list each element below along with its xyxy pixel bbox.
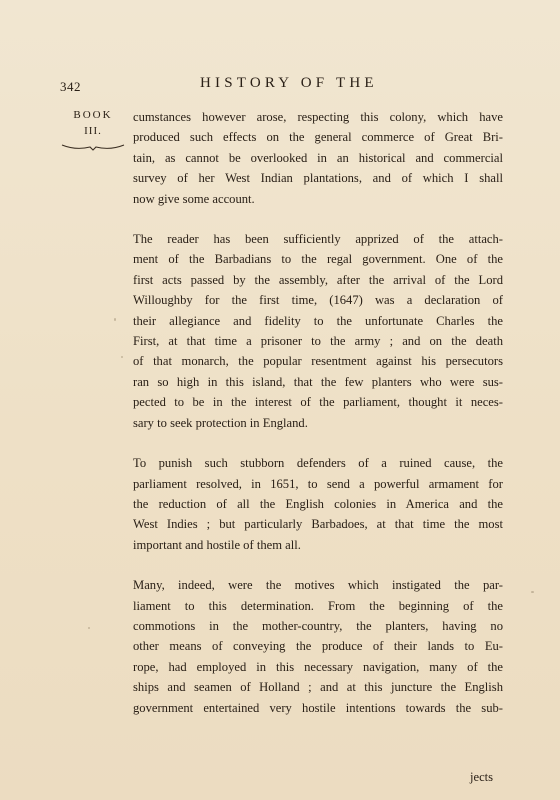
- text-line: West Indies ; but particularly Barbadoes, at that time the most: [133, 517, 503, 532]
- text-line: First, at that time a prisoner to the army ; and on the death: [133, 334, 503, 349]
- running-head: HISTORY OF THE: [200, 75, 378, 91]
- text-line: of that monarch, the popular resentment against his persecutors: [133, 354, 503, 369]
- text-line: The reader has been sufficiently apprized of the attach-: [133, 232, 503, 247]
- paragraph-1: [133, 107, 503, 209]
- text-line: ships and seamen of Holland ; and at this juncture the English: [133, 680, 503, 695]
- text-line: the reduction of all the English colonies in America and the: [133, 496, 503, 511]
- paper-speck: [531, 591, 534, 593]
- margin-book-label: BOOK: [73, 109, 113, 121]
- paper-speck: [114, 318, 116, 321]
- text-line: To punish such stubborn defenders of a ruined cause, the: [133, 456, 503, 471]
- paragraph-4: [133, 575, 503, 718]
- catchword: jects: [470, 770, 494, 784]
- text-line: first acts passed by the assembly, after the arrival of the Lord: [133, 272, 503, 287]
- text-line: rope, had employed in this necessary navigation, many of the: [133, 659, 503, 674]
- text-line: pected to be in the interest of the parliament, thought it neces-: [133, 395, 503, 410]
- paragraph-2: [133, 229, 503, 433]
- text-line: ment of the Barbadians to the regal government. One of the: [133, 252, 503, 267]
- text-line: important and hostile of them all.: [133, 537, 301, 552]
- text-line: survey of her West Indian plantations, and of which I shall: [133, 171, 503, 186]
- paragraph-3: [133, 453, 503, 555]
- body-text: [133, 107, 503, 718]
- text-line: other means of conveying the produce of their lands to Eu-: [133, 639, 503, 654]
- text-line: commotions in the mother-country, the planters, having no: [133, 618, 503, 633]
- text-line: government entertained very hostile intentions towards the sub-: [133, 700, 503, 715]
- text-line: sary to seek protection in England.: [133, 415, 308, 430]
- text-line: liament to this determination. From the beginning of the: [133, 598, 503, 613]
- page-number: 342: [60, 79, 81, 94]
- margin-part-label: III.: [84, 125, 102, 137]
- paper-speck: [88, 627, 90, 629]
- paper-speck: [121, 356, 123, 358]
- text-line: Willoughby for the first time, (1647) was a declaration of: [133, 293, 503, 308]
- margin-note: [58, 108, 128, 152]
- text-line: cumstances however arose, respecting this colony, which have: [133, 110, 503, 124]
- text-line: produced such effects on the general commerce of Great Bri-: [133, 130, 503, 145]
- text-line: ran so high in this island, that the few planters who were sus-: [133, 374, 503, 389]
- text-line: their allegiance and fidelity to the unfortunate Charles the: [133, 313, 503, 328]
- text-line: now give some account.: [133, 191, 255, 206]
- text-line: parliament resolved, in 1651, to send a powerful armament for: [133, 476, 503, 491]
- page-header: [0, 75, 560, 97]
- text-line: tain, as cannot be overlooked in an historical and commercial: [133, 150, 503, 165]
- text-line: Many, indeed, were the motives which instigated the par-: [133, 578, 503, 593]
- flourish-ornament: [60, 142, 126, 152]
